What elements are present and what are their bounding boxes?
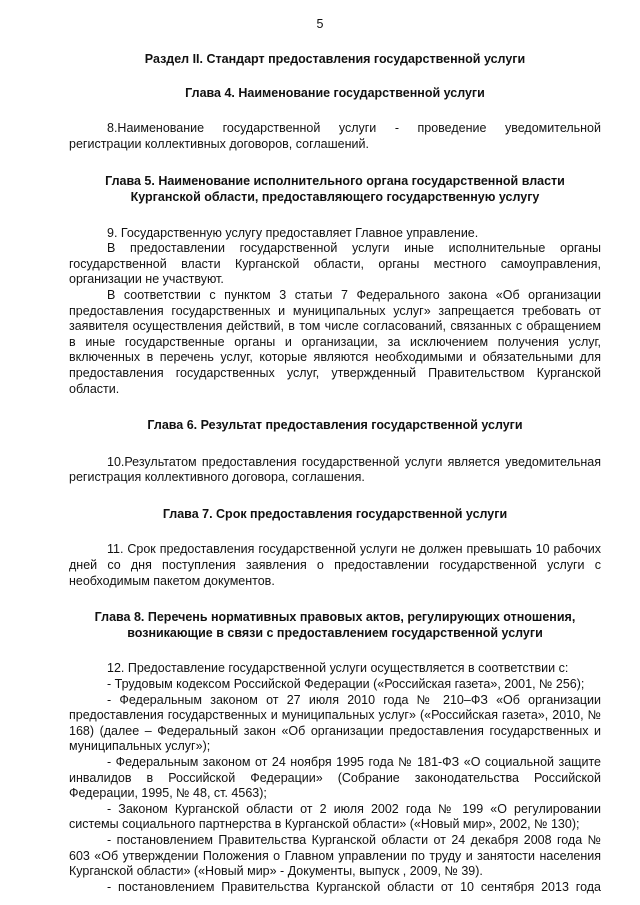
list-item-federal-law-181: - Федеральным законом от 24 ноября 1995 года № 181-ФЗ «О социальной защите инвалидов в Российской Федерации» (Собрание законодательства Российской Федерации, 1995, № 48, ст. 4563); xyxy=(69,755,601,801)
list-item-resolution-2013: - постановлением Правительства Курганской области от 10 сентября 2013 года xyxy=(107,879,601,894)
paragraph-10: 10.Результатом предоставления государственной услуги является уведомительная регистрация коллективного договора, соглашения. xyxy=(69,454,601,485)
paragraph-9-prohibition: В соответствии с пунктом 3 статьи 7 Федерального закона «Об организации предоставления государственных и муниципальных услуг» запрещается требовать от заявителя осуществления действий, в том числе согласований, связанных с обращением в иные государственные органы и организации, за исключением получения услуг, включенных в перечень услуг, которые являются необходимыми и обязательными для предоставления государственных услуг, утвержденный Правительством Курганской области. xyxy=(69,287,601,396)
chapter-5-title-line-2: Курганской области, предоставляющего государственную услугу xyxy=(130,189,540,204)
chapter-4-title: Глава 4. Наименование государственной услуги xyxy=(185,85,485,100)
chapter-7-title: Глава 7. Срок предоставления государственной услуги xyxy=(162,506,508,521)
list-item-federal-law-210: - Федеральным законом от 27 июля 2010 года № 210–ФЗ «Об организации предоставления государственных и муниципальных услуг» («Российская газета», 2010, № 168) (далее – Федеральный закон «Об организации предоставления государственных и муниципальных услуг»); xyxy=(69,692,601,754)
paragraph-9: 9. Государственную услугу предоставляет Главное управление. xyxy=(107,225,479,240)
document-body xyxy=(69,52,601,895)
paragraph-9-participation: В предоставлении государственной услуги иные исполнительные органы государственной власти Курганской области, органы местного самоуправления, организации не участвуют. xyxy=(69,241,601,287)
page-number: 5 xyxy=(316,17,324,31)
list-item-regional-law-199: - Законом Курганской области от 2 июля 2002 года № 199 «О регулировании системы социального партнерства в Курганской области» («Новый мир», 2002, № 130); xyxy=(69,801,601,832)
chapter-8-title-line-1: Глава 8. Перечень нормативных правовых актов, регулирующих отношения, xyxy=(94,610,576,625)
chapter-6-title: Глава 6. Результат предоставления государственной услуги xyxy=(147,418,523,433)
paragraph-8: 8.Наименование государственной услуги - проведение уведомительной регистрации коллективных договоров, соглашений. xyxy=(69,121,601,151)
chapter-8-title-line-2: возникающие в связи с предоставлением государственной услуги xyxy=(127,625,543,640)
paragraph-11: 11. Срок предоставления государственной услуги не должен превышать 10 рабочих дней со дня поступления заявления о предоставлении государственной услуги с необходимым пакетом документов. xyxy=(69,542,601,588)
paragraph-12: 12. Предоставление государственной услуги осуществляется в соответствии с: xyxy=(107,661,569,676)
list-item-labor-code: - Трудовым кодексом Российской Федерации («Российская газета», 2001, № 256); xyxy=(107,677,585,692)
list-item-resolution-603: - постановлением Правительства Курганской области от 24 декабря 2008 года № 603 «Об утверждении Положения о Главном управлении по труду и занятости населения Курганской области» («Новый мир» - Документы, выпуск , 2009, № 39). xyxy=(69,832,601,879)
chapter-5-title-line-1: Глава 5. Наименование исполнительного органа государственной власти xyxy=(105,174,565,189)
section-title: Раздел II. Стандарт предоставления государственной услуги xyxy=(144,52,526,66)
